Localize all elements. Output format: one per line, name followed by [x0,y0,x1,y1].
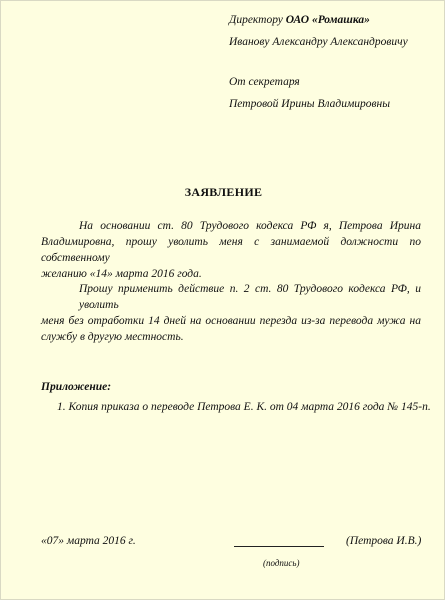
paragraph-line: На основании ст. 80 Трудового кодекса РФ я, Петрова Ирина [79,220,421,232]
paragraph-line: службу в другую местность. [41,331,184,343]
attachment-item: 1. Копия приказа о переводе Петрова Е. К. от 04 марта 2016 года № 145-п. [57,401,431,413]
addressee-name: Иванову Александру Александровичу [229,36,408,48]
attachments-heading: Приложение: [41,381,112,393]
paragraph-1 [41,218,421,282]
paragraph-line: Прошу применить действие п. 2 ст. 80 Трудового кодекса РФ, и уволить [79,283,421,311]
sender-name: Петровой Ирины Владимировны [229,98,391,110]
addressee-line [229,13,370,27]
paragraph-line: Владимировна, прошу уволить меня с занимаемой должности по собственному [41,236,421,264]
signature-line [234,546,324,547]
signer-name: (Петрова И.В.) [346,535,422,547]
addressee-position: Директору [229,14,286,26]
paragraph-line: желанию «14» марта 2016 года. [41,268,202,280]
document-title: ЗАЯВЛЕНИЕ [184,185,263,199]
paragraph-line: меня без отработки 14 дней на основании перезда из-за перевода мужа на [41,315,421,327]
signature-caption: (подпись) [263,558,300,568]
addressee-organization: ОАО «Ромашка» [285,14,370,26]
paragraph-2 [41,281,421,345]
application-date: «07» марта 2016 г. [41,535,136,547]
sender-position: От секретаря [229,76,300,88]
